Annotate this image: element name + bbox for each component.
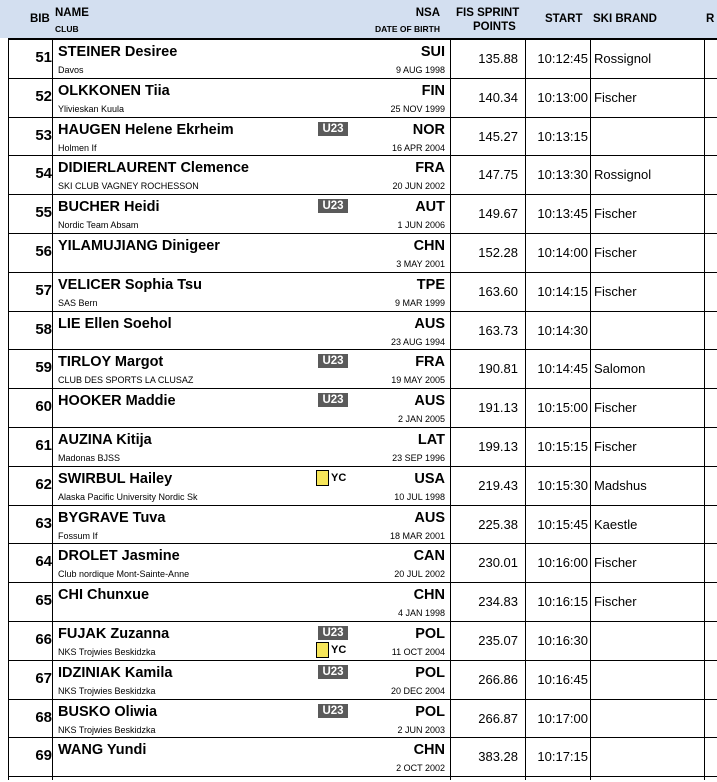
bib-number: 63 [35,514,52,532]
start-time: 10:16:00 [537,555,588,571]
start-time: 10:14:15 [537,283,588,299]
bib-number: 51 [35,49,52,66]
bib-number: 52 [35,87,52,105]
fis-points: 225.38 [478,516,518,532]
athlete-dob: 11 OCT 2004 [391,647,445,657]
athlete-club: SKI CLUB VAGNEY ROCHESSON [58,181,199,192]
header-points-line2: POINTS [473,21,516,33]
start-time: 10:14:45 [537,361,588,377]
header-club: CLUB [55,24,79,34]
athlete-club: Alaska Pacific University Nordic Sk [58,491,198,502]
athlete-club: Madonas BJSS [58,453,121,463]
start-time: 10:15:45 [537,516,588,532]
start-time: 10:17:00 [537,710,588,726]
bib-number: 55 [35,204,52,222]
bib-number: 62 [35,475,52,493]
fis-points: 135.88 [478,51,518,66]
fis-points: 199.13 [478,439,518,454]
athlete-nsa: FRA [415,160,445,177]
athlete-nsa: CHN [413,742,445,759]
bib-number: 54 [35,165,52,183]
athlete-dob: 2 JAN 2005 [397,414,445,425]
yc-label: YC [331,644,347,656]
u23-badge: U23 [318,354,348,368]
athlete-dob: 9 MAR 1999 [394,297,445,308]
start-time: 10:13:00 [537,89,588,105]
athlete-club: Nordic Team Absam [58,220,139,231]
ski-brand: Rossignol [594,167,652,183]
athlete-dob: 1 JUN 2006 [397,220,445,231]
athlete-club: NKS Trojwies Beskidzka [58,647,156,657]
table-row [8,156,717,195]
header-start: START [545,13,583,25]
athlete-name: OLKKONEN Tiia [58,82,170,99]
athlete-nsa: POL [415,703,445,720]
fis-points: 149.67 [478,206,518,222]
bib-number: 67 [35,669,52,687]
start-time: 10:13:15 [537,128,588,144]
athlete-name: FUJAK Zuzanna [58,626,170,642]
header-extra: R [706,13,715,25]
ski-brand: Fischer [594,245,637,260]
bib-number: 65 [35,592,52,610]
header-dob: DATE OF BIRTH [374,24,440,34]
athlete-nsa: POL [415,626,445,642]
bib-number: 58 [35,320,52,338]
ski-brand: Salomon [594,361,646,377]
athlete-nsa: USA [414,470,445,487]
bib-number: 57 [35,281,52,299]
table-row [8,118,717,157]
fis-points: 163.73 [478,322,518,338]
athlete-club: CLUB DES SPORTS LA CLUSAZ [58,375,194,386]
table-row [8,195,717,234]
start-list-table [8,38,717,780]
table-row [8,700,717,739]
start-time: 10:16:15 [537,594,588,610]
table-row [8,234,717,273]
fis-points: 152.28 [478,245,518,260]
athlete-name: BUSKO Oliwia [58,703,158,720]
athlete-name: WANG Yundi [58,742,147,759]
athlete-dob: 18 MAR 2001 [389,530,445,541]
ski-brand: Fischer [594,89,637,105]
table-row [8,40,717,79]
start-time: 10:16:30 [537,633,588,648]
start-time: 10:12:45 [537,51,588,66]
bib-number: 53 [35,126,52,144]
u23-badge: U23 [318,393,348,407]
u23-badge: U23 [318,665,348,679]
start-time: 10:15:00 [537,400,588,416]
bib-number: 56 [35,243,52,260]
u23-badge: U23 [318,704,348,718]
ski-brand: Fischer [594,439,637,454]
yellow-card-icon [316,642,329,658]
start-time: 10:14:30 [537,322,588,338]
table-row [8,583,717,622]
athlete-name: STEINER Desiree [58,44,178,60]
athlete-nsa: SUI [420,44,445,60]
athlete-club: NKS Trojwies Beskidzka [58,724,156,735]
start-time: 10:17:15 [537,749,588,765]
athlete-nsa: AUS [414,393,445,410]
start-time: 10:13:45 [537,206,588,222]
table-row [8,350,717,389]
athlete-nsa: CHN [413,238,445,254]
fis-points: 147.75 [478,167,518,183]
athlete-name: TIRLOY Margot [58,354,164,371]
table-row [8,622,717,661]
u23-badge: U23 [318,122,348,136]
athlete-dob: 10 JUL 1998 [394,491,445,502]
fis-points: 383.28 [478,749,518,765]
fis-points: 230.01 [478,555,518,571]
athlete-nsa: POL [415,664,445,681]
table-row [8,467,717,506]
athlete-nsa: CAN [413,548,445,565]
athlete-club: Davos [58,65,84,75]
start-time: 10:15:15 [537,439,588,454]
header-bib: BIB [30,13,50,25]
fis-points: 235.07 [478,633,518,648]
table-row [8,544,717,583]
athlete-club: Holmen If [58,142,97,153]
start-time: 10:14:00 [537,245,588,260]
athlete-name: VELICER Sophia Tsu [58,276,202,293]
athlete-nsa: FRA [415,354,445,371]
athlete-nsa: TPE [416,276,445,293]
ski-brand: Rossignol [594,51,652,66]
table-row [8,389,717,428]
ski-brand: Fischer [594,555,637,571]
athlete-name: DROLET Jasmine [58,548,180,565]
bib-number: 66 [35,631,52,648]
athlete-nsa: AUS [414,315,445,332]
ski-brand: Fischer [594,400,637,416]
athlete-club: Club nordique Mont-Sainte-Anne [58,569,190,580]
bib-number: 61 [35,437,52,454]
athlete-nsa: CHN [413,587,445,604]
athlete-nsa: AUS [414,509,445,526]
start-time: 10:16:45 [537,671,588,687]
bib-number: 59 [35,359,52,377]
athlete-name: CHI Chunxue [58,587,150,604]
start-time: 10:15:30 [537,477,588,493]
bib-number: 60 [35,398,52,416]
bib-number: 68 [35,708,52,726]
table-row [8,428,717,467]
fis-points: 219.43 [478,477,518,493]
ski-brand: Kaestle [594,516,638,532]
fis-points: 140.34 [478,89,518,105]
table-row [8,506,717,545]
athlete-dob: 20 JUN 2002 [392,181,445,192]
table-row [8,79,717,118]
athlete-dob: 19 MAY 2005 [391,375,445,386]
athlete-name: BYGRAVE Tuva [58,509,166,526]
athlete-name: LIE Ellen Soehol [58,315,172,332]
fis-points: 266.86 [478,671,518,687]
athlete-dob: 20 JUL 2002 [394,569,445,580]
table-row [8,312,717,351]
ski-brand: Fischer [594,594,637,610]
fis-points: 145.27 [478,128,518,144]
athlete-dob: 23 SEP 1996 [392,453,445,463]
athlete-name: BUCHER Heidi [58,199,160,216]
fis-points: 266.87 [478,710,518,726]
table-header [0,0,717,38]
table-row [8,273,717,312]
u23-badge: U23 [318,626,348,640]
athlete-name: DIDIERLAURENT Clemence [58,160,249,177]
athlete-dob: 9 AUG 1998 [395,65,445,75]
fis-points: 234.83 [478,594,518,610]
header-name: NAME [55,7,89,19]
athlete-club: Fossum If [58,530,98,541]
start-time: 10:13:30 [537,167,588,183]
ski-brand: Fischer [594,283,637,299]
athlete-name: AUZINA Kitija [58,432,152,448]
athlete-name: IDZINIAK Kamila [58,664,173,681]
athlete-dob: 16 APR 2004 [391,142,445,153]
yc-label: YC [331,471,347,484]
athlete-name: HOOKER Maddie [58,393,176,410]
athlete-dob: 4 JAN 1998 [397,608,445,619]
athlete-club: SAS Bern [58,297,98,308]
athlete-dob: 2 JUN 2003 [397,724,445,735]
fis-points: 163.60 [478,283,518,299]
yellow-card-icon [316,470,329,486]
athlete-name: HAUGEN Helene Ekrheim [58,121,234,138]
athlete-dob: 3 MAY 2001 [396,259,445,269]
header-points-line1: FIS SPRINT [456,7,520,19]
yc-badge [316,642,346,658]
table-row [8,738,717,777]
athlete-dob: 23 AUG 1994 [390,336,445,347]
athlete-nsa: AUT [415,199,445,216]
athlete-name: YILAMUJIANG Dinigeer [58,238,220,254]
athlete-club: NKS Trojwies Beskidzka [58,685,156,696]
bib-number: 69 [35,747,52,765]
athlete-nsa: NOR [412,121,445,138]
ski-brand: Madshus [594,477,647,493]
athlete-club: Ylivieskan Kuula [58,103,125,114]
athlete-dob: 25 NOV 1999 [390,103,445,114]
u23-badge: U23 [318,199,348,213]
athlete-dob: 2 OCT 2002 [396,763,445,774]
header-ski-brand: SKI BRAND [593,13,657,25]
ski-brand: Fischer [594,206,637,222]
athlete-dob: 20 DEC 2004 [390,685,445,696]
athlete-name: SWIRBUL Hailey [58,470,173,487]
yc-badge [316,470,346,486]
bib-number: 64 [35,553,52,571]
header-nsa: NSA [415,7,440,19]
athlete-nsa: FIN [421,82,445,99]
athlete-nsa: LAT [417,432,445,448]
fis-points: 191.13 [478,400,518,416]
fis-points: 190.81 [478,361,518,377]
table-row [8,661,717,700]
